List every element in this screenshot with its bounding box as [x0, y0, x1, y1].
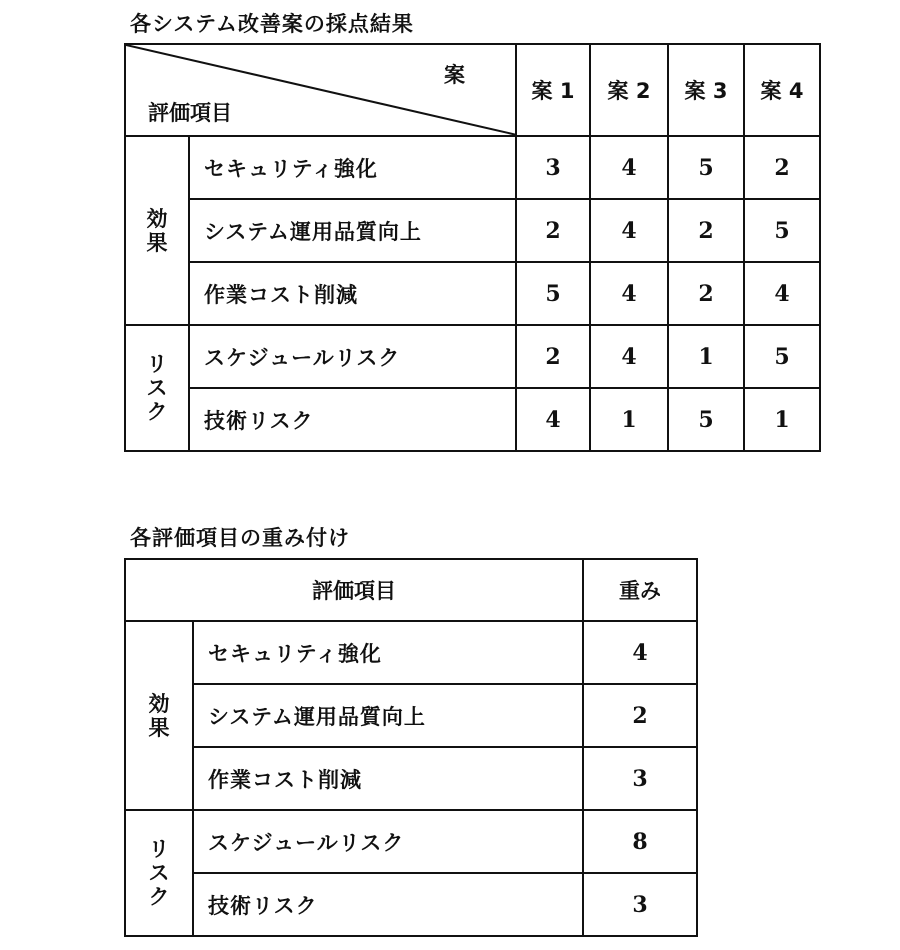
score-cell: 4 — [516, 388, 590, 451]
criteria-item: セキュリティ強化 — [193, 621, 583, 684]
criteria-item: スケジュールリスク — [193, 810, 583, 873]
weight-cell: 8 — [583, 810, 697, 873]
table2-title: 各評価項目の重み付け — [130, 526, 350, 550]
header-criteria: 評価項目 — [125, 559, 583, 621]
column-header: 案 3 — [668, 44, 744, 136]
criteria-item: セキュリティ強化 — [189, 136, 516, 199]
score-cell: 4 — [744, 262, 820, 325]
scoring-table — [124, 43, 821, 452]
column-header: 案 1 — [516, 44, 590, 136]
criteria-item: 技術リスク — [193, 873, 583, 936]
table1-title: 各システム改善案の採点結果 — [130, 12, 414, 36]
score-cell: 2 — [668, 262, 744, 325]
group-label-risk: リ ス ク — [125, 810, 193, 936]
score-cell: 2 — [744, 136, 820, 199]
weight-cell: 3 — [583, 747, 697, 810]
group-label-risk: リ ス ク — [125, 325, 189, 451]
weight-cell: 2 — [583, 684, 697, 747]
criteria-item: 技術リスク — [189, 388, 516, 451]
score-cell: 2 — [516, 199, 590, 262]
score-cell: 4 — [590, 199, 668, 262]
score-cell: 1 — [590, 388, 668, 451]
score-cell: 5 — [668, 136, 744, 199]
score-cell: 4 — [590, 262, 668, 325]
weight-cell: 4 — [583, 621, 697, 684]
corner-label-proposal: 案 — [444, 63, 465, 87]
criteria-item: スケジュールリスク — [189, 325, 516, 388]
diagonal-header-cell — [125, 44, 516, 136]
score-cell: 2 — [668, 199, 744, 262]
column-header: 案 4 — [744, 44, 820, 136]
score-cell: 2 — [516, 325, 590, 388]
weight-cell: 3 — [583, 873, 697, 936]
criteria-item: 作業コスト削減 — [189, 262, 516, 325]
criteria-item: システム運用品質向上 — [193, 684, 583, 747]
weighting-table — [124, 558, 698, 937]
score-cell: 5 — [744, 199, 820, 262]
score-cell: 5 — [668, 388, 744, 451]
criteria-item: 作業コスト削減 — [193, 747, 583, 810]
criteria-item: システム運用品質向上 — [189, 199, 516, 262]
score-cell: 1 — [744, 388, 820, 451]
column-header: 案 2 — [590, 44, 668, 136]
corner-label-criteria: 評価項目 — [148, 101, 232, 125]
score-cell: 4 — [590, 136, 668, 199]
score-cell: 1 — [668, 325, 744, 388]
group-label-effect: 効 果 — [125, 621, 193, 810]
group-label-effect: 効 果 — [125, 136, 189, 325]
score-cell: 4 — [590, 325, 668, 388]
score-cell: 5 — [516, 262, 590, 325]
header-weight: 重み — [583, 559, 697, 621]
score-cell: 3 — [516, 136, 590, 199]
score-cell: 5 — [744, 325, 820, 388]
